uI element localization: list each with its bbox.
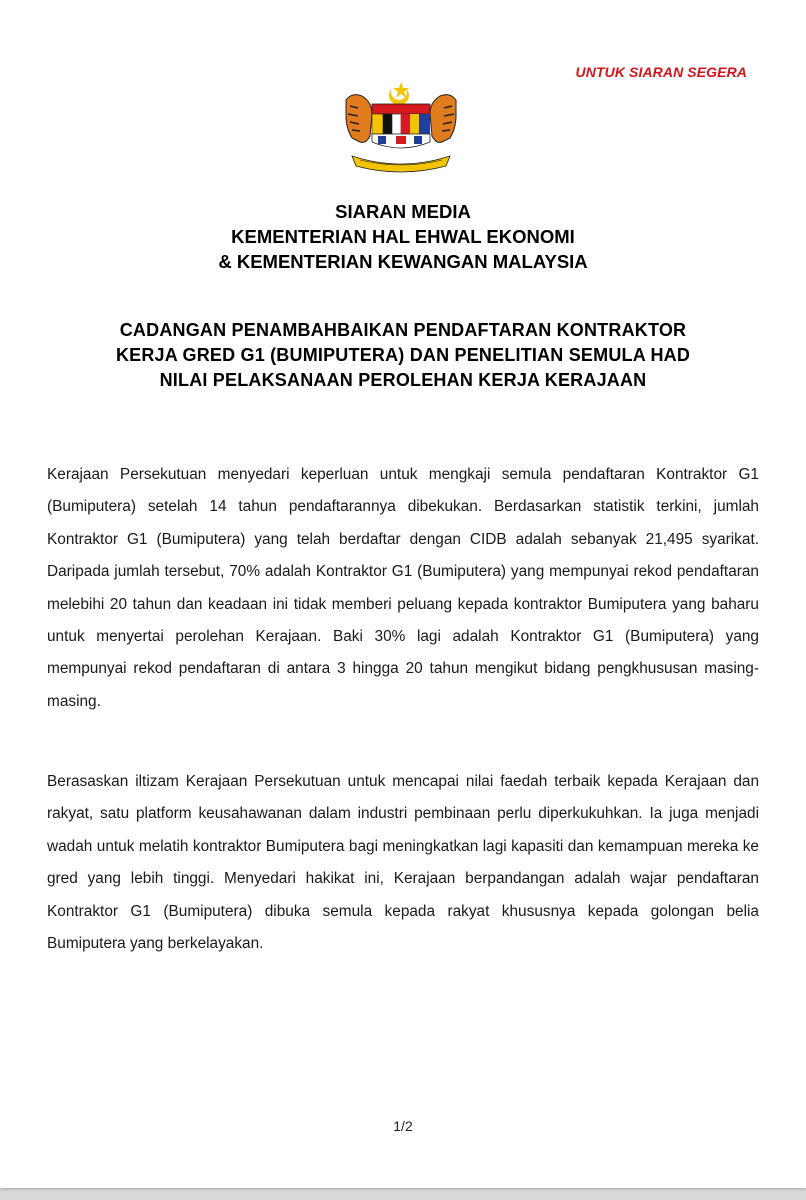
- headline: [0, 318, 806, 393]
- malaysia-coat-of-arms-icon: [336, 80, 466, 178]
- headline-line3: NILAI PELAKSANAAN PEROLEHAN KERJA KERAJAAN: [159, 370, 647, 390]
- headline-line1: CADANGAN PENAMBAHBAIKAN PENDAFTARAN KONTRAKTOR: [119, 320, 687, 340]
- media-title-line1: SIARAN MEDIA: [335, 201, 471, 222]
- media-title-line3: & KEMENTERIAN KEWANGAN MALAYSIA: [218, 251, 588, 272]
- body-paragraph-1: Kerajaan Persekutuan menyedari keperluan untuk mengkaji semula pendaftaran Kontraktor G1 (Bumiputera) setelah 14 tahun pendaftarannya dibekukan. Berdasarkan statistik terkini, jumlah Kontraktor G1 (Bumiputera) yang telah berdaftar dengan CIDB adalah sebanyak 21,495 syarikat. Daripada jumlah tersebut, 70% adalah Kontraktor G1 (Bumiputera) yang mempunyai rekod pendaftaran melebihi 20 tahun dan keadaan ini tidak memberi peluang kepada kontraktor Bumiputera yang baharu untuk menyertai perolehan Kerajaan. Baki 30% lagi adalah Kontraktor G1 (Bumiputera) yang mempunyai rekod pendaftaran di antara 3 hingga 20 tahun mengikut bidang pengkhususan masing-masing.: [47, 466, 759, 710]
- media-title-line2: KEMENTERIAN HAL EHWAL EKONOMI: [231, 226, 575, 247]
- media-title: [0, 199, 806, 274]
- page-number: 1/2: [393, 1118, 413, 1134]
- headline-line2: KERJA GRED G1 (BUMIPUTERA) DAN PENELITIAN SEMULA HAD: [115, 345, 691, 365]
- release-tag: UNTUK SIARAN SEGERA: [575, 64, 747, 80]
- body-paragraph-2: Berasaskan iltizam Kerajaan Persekutuan untuk mencapai nilai faedah terbaik kepada Kerajaan dan rakyat, satu platform keusahawanan dalam industri pembinaan perlu diperkukuhkan. Ia juga menjadi wadah untuk melatih kontraktor Bumiputera bagi meningkatkan lagi kapasiti dan kemampuan mereka ke gred yang lebih tinggi. Menyedari hakikat ini, Kerajaan berpandangan adalah wajar pendaftaran Kontraktor G1 (Bumiputera) dibuka semula kepada rakyat khususnya kepada golongan belia Bumiputera yang berkelayakan.: [47, 773, 759, 953]
